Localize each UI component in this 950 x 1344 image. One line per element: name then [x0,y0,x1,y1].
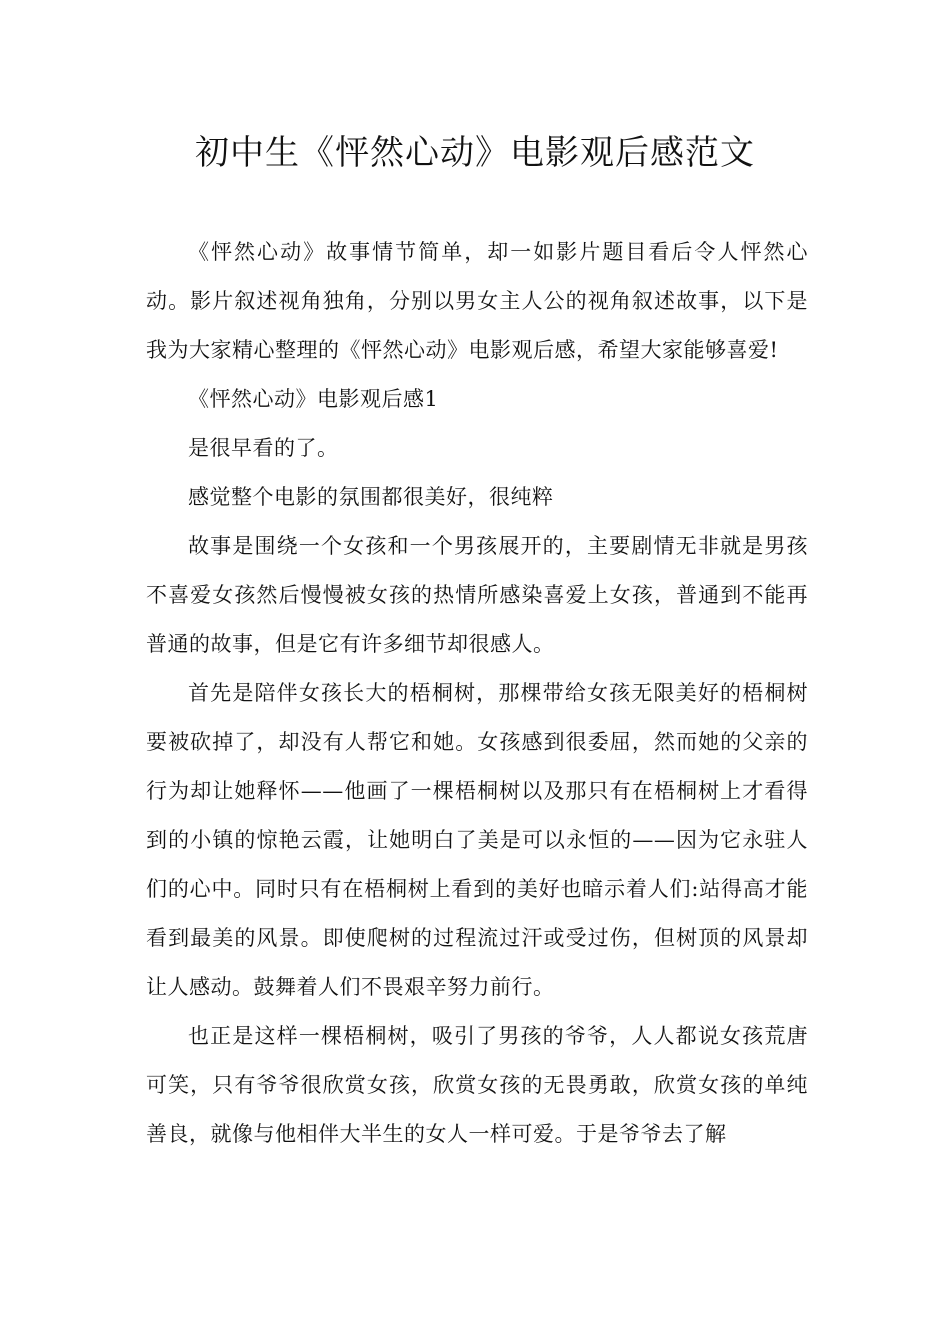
paragraph: 故事是围绕一个女孩和一个男孩展开的，主要剧情无非就是男孩不喜爱女孩然后慢慢被女孩的热情所感染喜爱上女孩，普通到不能再普通的故事，但是它有许多细节却很感人。 [146,534,808,656]
paragraph: 感觉整个电影的氛围都很美好，很纯粹 [188,485,554,509]
paragraph-section-heading: 《怦然心动》电影观后感1 [188,387,439,411]
paragraph-intro: 《怦然心动》故事情节简单，却一如影片题目看后令人怦然心动。影片叙述视角独角，分别以男女主人公的视角叙述故事，以下是我为大家精心整理的《怦然心动》电影观后感，希望大家能够喜爱! [146,240,808,362]
paragraph: 首先是陪伴女孩长大的梧桐树，那棵带给女孩无限美好的梧桐树要被砍掉了，却没有人帮它和她。女孩感到很委屈，然而她的父亲的行为却让她释怀——他画了一棵梧桐树以及那只有在梧桐树上才看得到的小镇的惊艳云霞，让她明白了美是可以永恒的——因为它永驻人们的心中。同时只有在梧桐树上看到的美好也暗示着人们:站得高才能看到最美的风景。即使爬树的过程流过汗或受过伤，但树顶的风景却让人感动。鼓舞着人们不畏艰辛努力前行。 [146,681,808,999]
document-title: 初中生《怦然心动》电影观后感范文 [195,133,755,173]
paragraph: 是很早看的了。 [188,436,339,460]
paragraph: 也正是这样一棵梧桐树，吸引了男孩的爷爷，人人都说女孩荒唐可笑，只有爷爷很欣赏女孩，欣赏女孩的无畏勇敢，欣赏女孩的单纯善良，就像与他相伴大半生的女人一样可爱。于是爷爷去了解 [146,1024,808,1146]
document-body [146,228,808,1159]
